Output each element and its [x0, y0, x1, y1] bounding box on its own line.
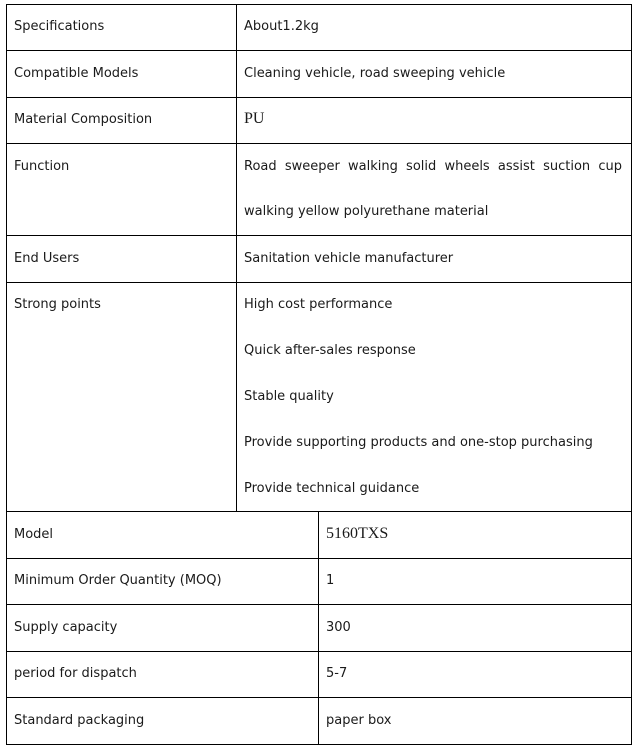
row-divider	[6, 235, 632, 236]
label-end-users: End Users	[14, 251, 80, 266]
strong-point-item: Provide supporting products and one-stop purchasing	[244, 435, 593, 450]
row-divider	[6, 651, 632, 652]
label-supply-capacity: Supply capacity	[14, 620, 118, 635]
value-dispatch-period: 5-7	[326, 666, 348, 681]
value-material-composition: PU	[244, 110, 265, 127]
column-divider	[236, 4, 237, 512]
value-moq: 1	[326, 573, 335, 588]
table-border-left	[6, 4, 7, 745]
row-divider	[6, 697, 632, 698]
label-function: Function	[14, 159, 70, 174]
label-moq: Minimum Order Quantity (MOQ)	[14, 573, 222, 588]
row-divider	[6, 97, 632, 98]
value-function-line: Road sweeper walking solid wheels assist suction cup	[244, 159, 622, 174]
row-divider	[6, 4, 632, 5]
value-end-users: Sanitation vehicle manufacturer	[244, 251, 454, 266]
value-compatible-models: Cleaning vehicle, road sweeping vehicle	[244, 66, 506, 81]
label-strong-points: Strong points	[14, 297, 101, 312]
strong-point-item: Quick after-sales response	[244, 343, 416, 358]
label-standard-packaging: Standard packaging	[14, 713, 145, 728]
label-material-composition: Material Composition	[14, 112, 153, 127]
value-supply-capacity: 300	[326, 620, 351, 635]
value-standard-packaging: paper box	[326, 713, 392, 728]
label-specifications: Specifications	[14, 19, 105, 34]
table-border-right	[631, 4, 632, 745]
row-divider	[6, 50, 632, 51]
label-dispatch-period: period for dispatch	[14, 666, 137, 681]
row-divider	[6, 143, 632, 144]
row-divider	[6, 511, 632, 512]
row-divider	[6, 282, 632, 283]
row-divider	[6, 604, 632, 605]
label-model: Model	[14, 527, 54, 542]
strong-point-item: Stable quality	[244, 389, 334, 404]
value-specifications: About1.2kg	[244, 19, 319, 34]
row-divider	[6, 558, 632, 559]
value-function-line: walking yellow polyurethane material	[244, 204, 489, 219]
strong-point-item: Provide technical guidance	[244, 481, 420, 496]
strong-point-item: High cost performance	[244, 297, 393, 312]
column-divider	[318, 511, 319, 745]
label-compatible-models: Compatible Models	[14, 66, 139, 81]
value-model: 5160TXS	[326, 525, 389, 542]
row-divider	[6, 744, 632, 745]
